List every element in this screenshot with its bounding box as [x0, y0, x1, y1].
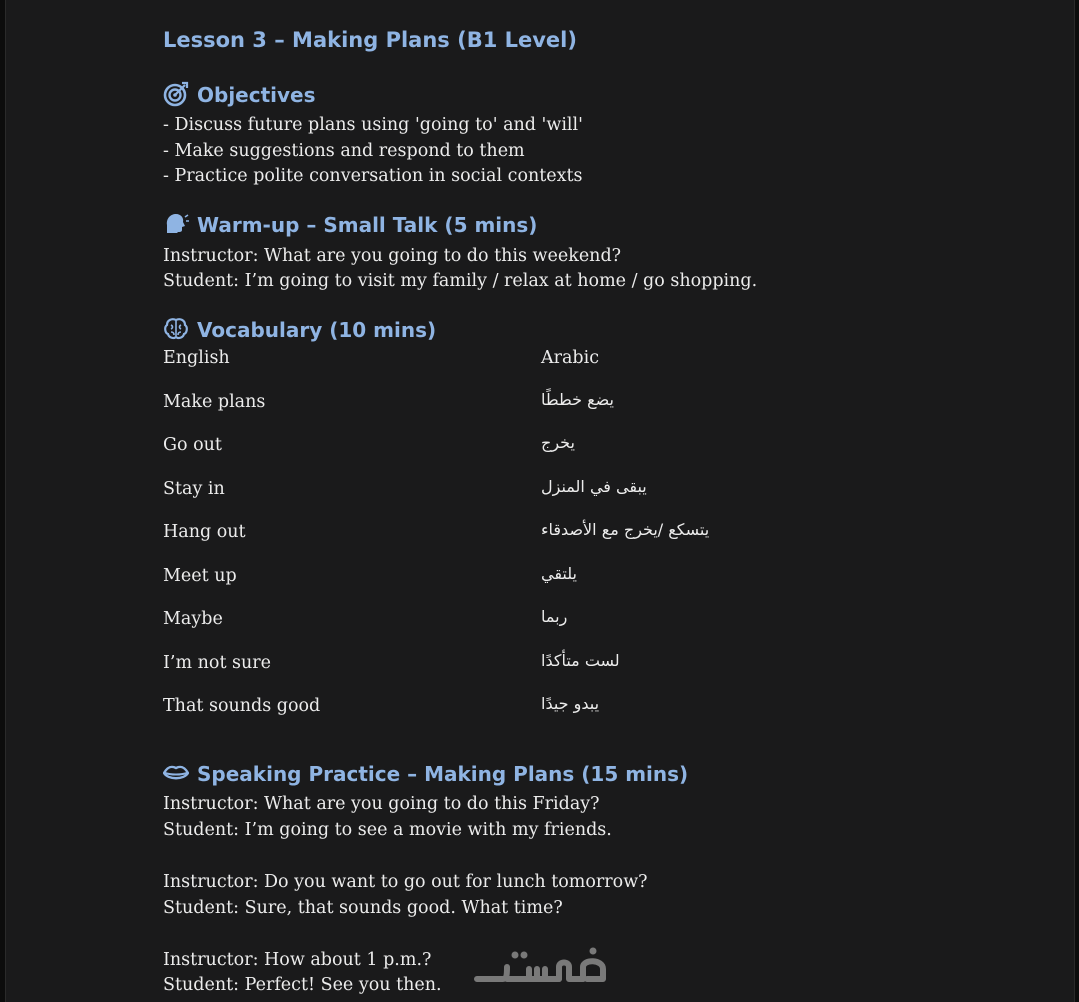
vocab-arabic: يبدو جيدًا	[541, 694, 600, 713]
brain-icon	[163, 316, 189, 342]
vocab-arabic: يبقى في المنزل	[541, 477, 647, 496]
vocab-english: Hang out	[163, 522, 246, 542]
dialogue-line: Student: Sure, that sounds good. What time?	[163, 898, 563, 918]
vocab-arabic: ربما	[541, 607, 568, 626]
target-icon	[163, 81, 189, 107]
dialogue-line: Instructor: Do you want to go out for lunch tomorrow?	[163, 872, 648, 892]
vocab-english: Go out	[163, 435, 222, 455]
objective-item: - Make suggestions and respond to them	[163, 141, 525, 161]
objective-item: - Practice polite conversation in social contexts	[163, 166, 583, 186]
khamsat-watermark-logo	[473, 945, 608, 987]
column-header-arabic: Arabic	[541, 348, 600, 368]
vocabulary-heading	[163, 316, 436, 342]
dialogue-line: Instructor: How about 1 p.m.?	[163, 950, 432, 970]
vocab-english: Maybe	[163, 609, 223, 629]
document-page	[5, 0, 1075, 1002]
warmup-heading-text: Warm-up – Small Talk (5 mins)	[197, 213, 538, 237]
vocab-arabic: يضع خططًا	[541, 390, 614, 409]
speaking-heading	[163, 760, 688, 786]
vocab-arabic: يتسكع /يخرج مع الأصدقاء	[541, 520, 710, 539]
vocab-english: That sounds good	[163, 696, 321, 716]
objectives-heading	[163, 81, 316, 107]
objective-item: - Discuss future plans using 'going to' and 'will'	[163, 115, 583, 135]
dialogue-line: Student: I’m going to see a movie with my friends.	[163, 820, 612, 840]
dialogue-line: Student: Perfect! See you then.	[163, 975, 442, 995]
vocabulary-heading-text: Vocabulary (10 mins)	[197, 318, 437, 342]
vocab-english: Make plans	[163, 392, 266, 412]
vocab-arabic: يخرج	[541, 433, 575, 452]
lips-icon	[163, 760, 189, 786]
dialogue-line: Student: I’m going to visit my family / relax at home / go shopping.	[163, 271, 758, 291]
objectives-heading-text: Objectives	[197, 83, 316, 107]
vocab-english: I’m not sure	[163, 653, 272, 673]
vocab-arabic: يلتقي	[541, 564, 578, 583]
speaking-heading-text: Speaking Practice – Making Plans (15 mins)	[197, 762, 689, 786]
dialogue-line: Instructor: What are you going to do this weekend?	[163, 246, 622, 266]
vocab-arabic: لست متأكدًا	[541, 651, 620, 670]
lesson-title: Lesson 3 – Making Plans (B1 Level)	[163, 28, 577, 52]
dialogue-line: Instructor: What are you going to do this Friday?	[163, 794, 600, 814]
column-header-english: English	[163, 348, 230, 368]
speaking-head-icon	[163, 211, 189, 237]
vocab-english: Meet up	[163, 566, 237, 586]
vocab-english: Stay in	[163, 479, 225, 499]
warmup-heading	[163, 211, 537, 237]
